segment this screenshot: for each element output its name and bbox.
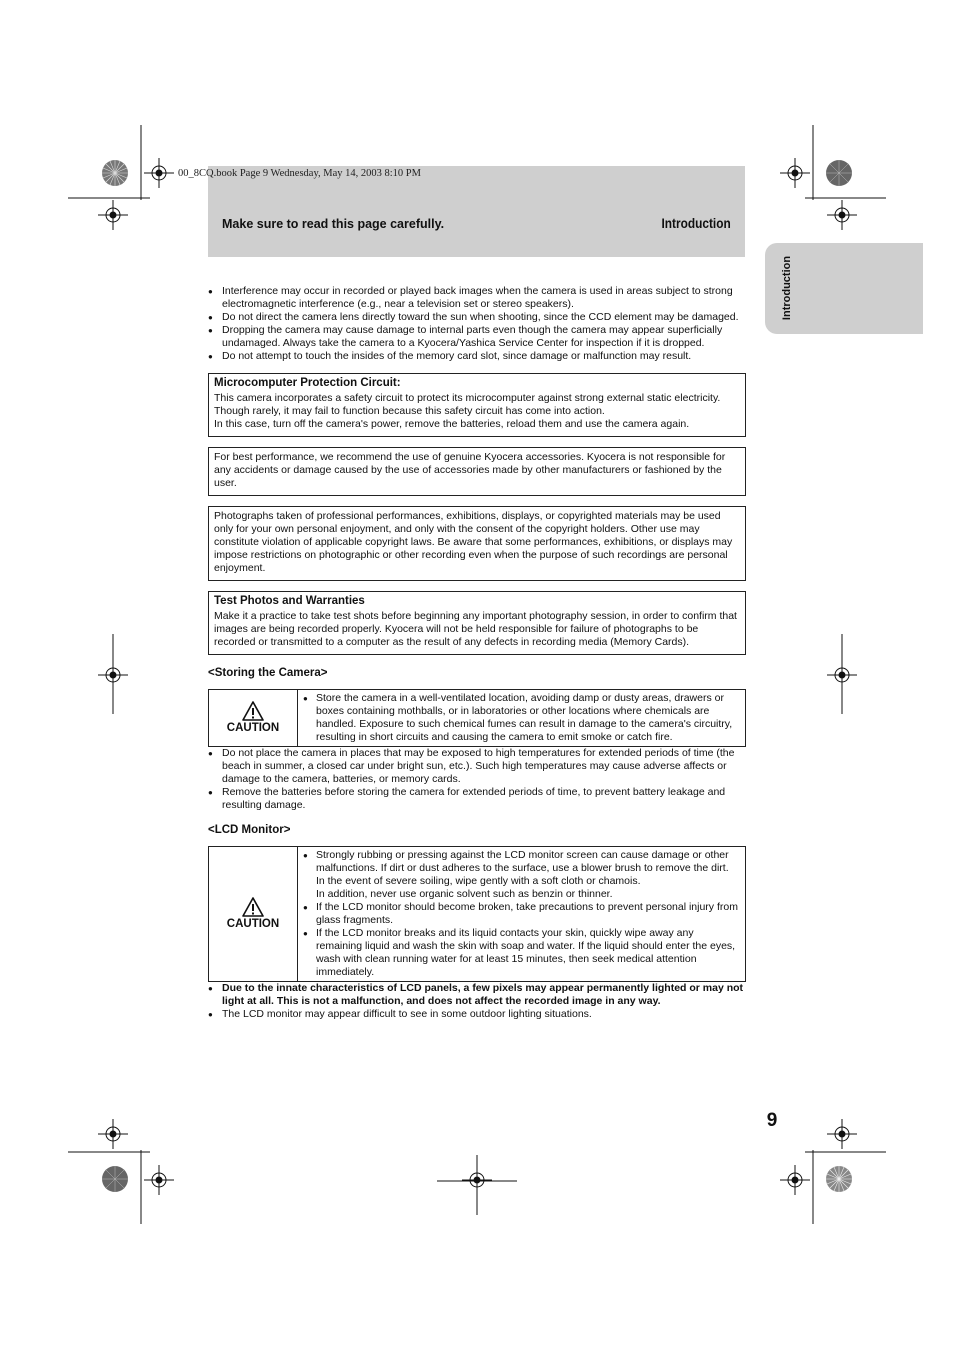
book-print-line: 00_8CQ.book Page 9 Wednesday, May 14, 2003 8:10 PM bbox=[178, 168, 421, 179]
color-target-icon bbox=[825, 159, 853, 187]
color-target-icon bbox=[101, 159, 129, 187]
caution-text-extra: In addition, never use organic solvent such as benzin or thinner. bbox=[316, 888, 613, 900]
list-item: ● If the LCD monitor should become broken, take precautions to prevent personal injury from glass fragments. bbox=[303, 901, 740, 927]
header-instruction: Make sure to read this page carefully. bbox=[222, 217, 445, 231]
test-photos-text: Make it a practice to take test shots before beginning any important photography session, in order to confirm that images are being recorded properly. Kyocera will not be held responsible for failure of photographs to be recorded or transmitted to a computer as the result of any defects in recording media (Memory Cards). bbox=[214, 610, 737, 648]
registration-mark-icon bbox=[98, 1119, 128, 1149]
list-item: ● Due to the innate characteristics of LCD panels, a few pixels may appear permanently lighted or may not light at all. This is not a malfunction, and does not affect the recorded image in any way. bbox=[208, 982, 746, 1008]
microcomputer-title: Microcomputer Protection Circuit: bbox=[214, 377, 401, 389]
registration-mark-icon bbox=[827, 200, 857, 230]
list-item: ● Remove the batteries before storing the camera for extended periods of time, to prevent battery leakage and resulting damage. bbox=[208, 786, 746, 812]
registration-line bbox=[841, 634, 843, 714]
list-item: ● Do not attempt to touch the insides of the memory card slot, since damage or malfunction may result. bbox=[208, 350, 746, 363]
registration-mark-icon bbox=[144, 158, 174, 188]
microcomputer-text-2: In this case, turn off the camera's power, remove the batteries, reload them and use the camera again. bbox=[214, 418, 690, 430]
list-item: ● Do not direct the camera lens directly toward the sun when shooting, since the CCD element may be damaged. bbox=[208, 311, 746, 324]
list-item: ● Interference may occur in recorded or played back images when the camera is used in areas subject to strong electromagnetic interference (e.g., near a television set or stereo speakers). bbox=[208, 285, 746, 311]
registration-mark-icon bbox=[98, 200, 128, 230]
registration-line bbox=[112, 634, 114, 714]
registration-line bbox=[476, 1155, 478, 1215]
registration-mark-icon bbox=[827, 1119, 857, 1149]
lcd-heading: <LCD Monitor> bbox=[208, 824, 291, 836]
copyright-text: Photographs taken of professional performances, exhibitions, displays, or copyrighted materials may be used only for your own personal enjoyment, and only with the consent of the copyright holders. Other use may constitute violation of applicable copyright laws. Be aware that some performances, exhibitions, or displays may impose restrictions on photographic or other recording even when the purpose of such recordings are personal enjoyment. bbox=[214, 510, 733, 574]
color-target-icon bbox=[825, 1165, 853, 1193]
page-number: 9 bbox=[766, 1110, 778, 1131]
list-item: ● Dropping the camera may cause damage to internal parts even though the camera may appear superficially undamaged. Always take the camera to a Kyocera/Yashica Service Center for inspection if it is dropped. bbox=[208, 324, 746, 350]
side-tab-label: Introduction bbox=[781, 255, 793, 321]
caution-label: CAUTION bbox=[226, 722, 280, 734]
test-photos-title: Test Photos and Warranties bbox=[214, 595, 365, 607]
list-item: ● Store the camera in a well-ventilated location, avoiding damp or dusty areas, drawers or boxes containing mothballs, or in laboratories or other locations where chemicals are handled. Exposure to such chemical fumes can result in damage to the camera's circuitry, resulting in short circuits and causing the camera to emit smoke or catch fire. bbox=[303, 692, 740, 744]
list-item: ● The LCD monitor may appear difficult to see in some outdoor lighting situations. bbox=[208, 1008, 746, 1021]
color-target-icon bbox=[101, 1165, 129, 1193]
storing-heading: <Storing the Camera> bbox=[208, 667, 328, 679]
registration-mark-icon bbox=[780, 1165, 810, 1195]
list-item: ● If the LCD monitor breaks and its liquid contacts your skin, quickly wipe away any remaining liquid and wash the skin with soap and water. If the liquid should enter the eyes, wash with clean running water for at least 15 minutes, then seek medical attention immediately. bbox=[303, 927, 740, 979]
header-section-title: Introduction bbox=[661, 216, 731, 231]
registration-mark-icon bbox=[144, 1165, 174, 1195]
accessories-text: For best performance, we recommend the use of genuine Kyocera accessories. Kyocera is not responsible for any accidents or damage caused by the use of accessories made by other manufacturers or fashioned by the user. bbox=[214, 451, 726, 489]
caution-text: Strongly rubbing or pressing against the LCD monitor screen can cause damage or other malfunctions. If dirt or dust adheres to the surface, use a blower brush to remove the dirt. In the event of severe soiling, wipe gently with a soft cloth or chamois. bbox=[316, 849, 729, 887]
microcomputer-text: This camera incorporates a safety circuit to protect its microcomputer against strong external static electricity. Though rarely, it may fail to function because this safety circuit has come into action. bbox=[214, 392, 721, 417]
caution-label: CAUTION bbox=[226, 918, 280, 930]
registration-mark-icon bbox=[780, 158, 810, 188]
list-item: ● Do not place the camera in places that may be exposed to high temperatures for extended periods of time (the beach in summer, a closed car under bright sun, etc.). Such high temperatures may cause adverse affects or damage to the camera, batteries, or memory cards. bbox=[208, 747, 746, 786]
